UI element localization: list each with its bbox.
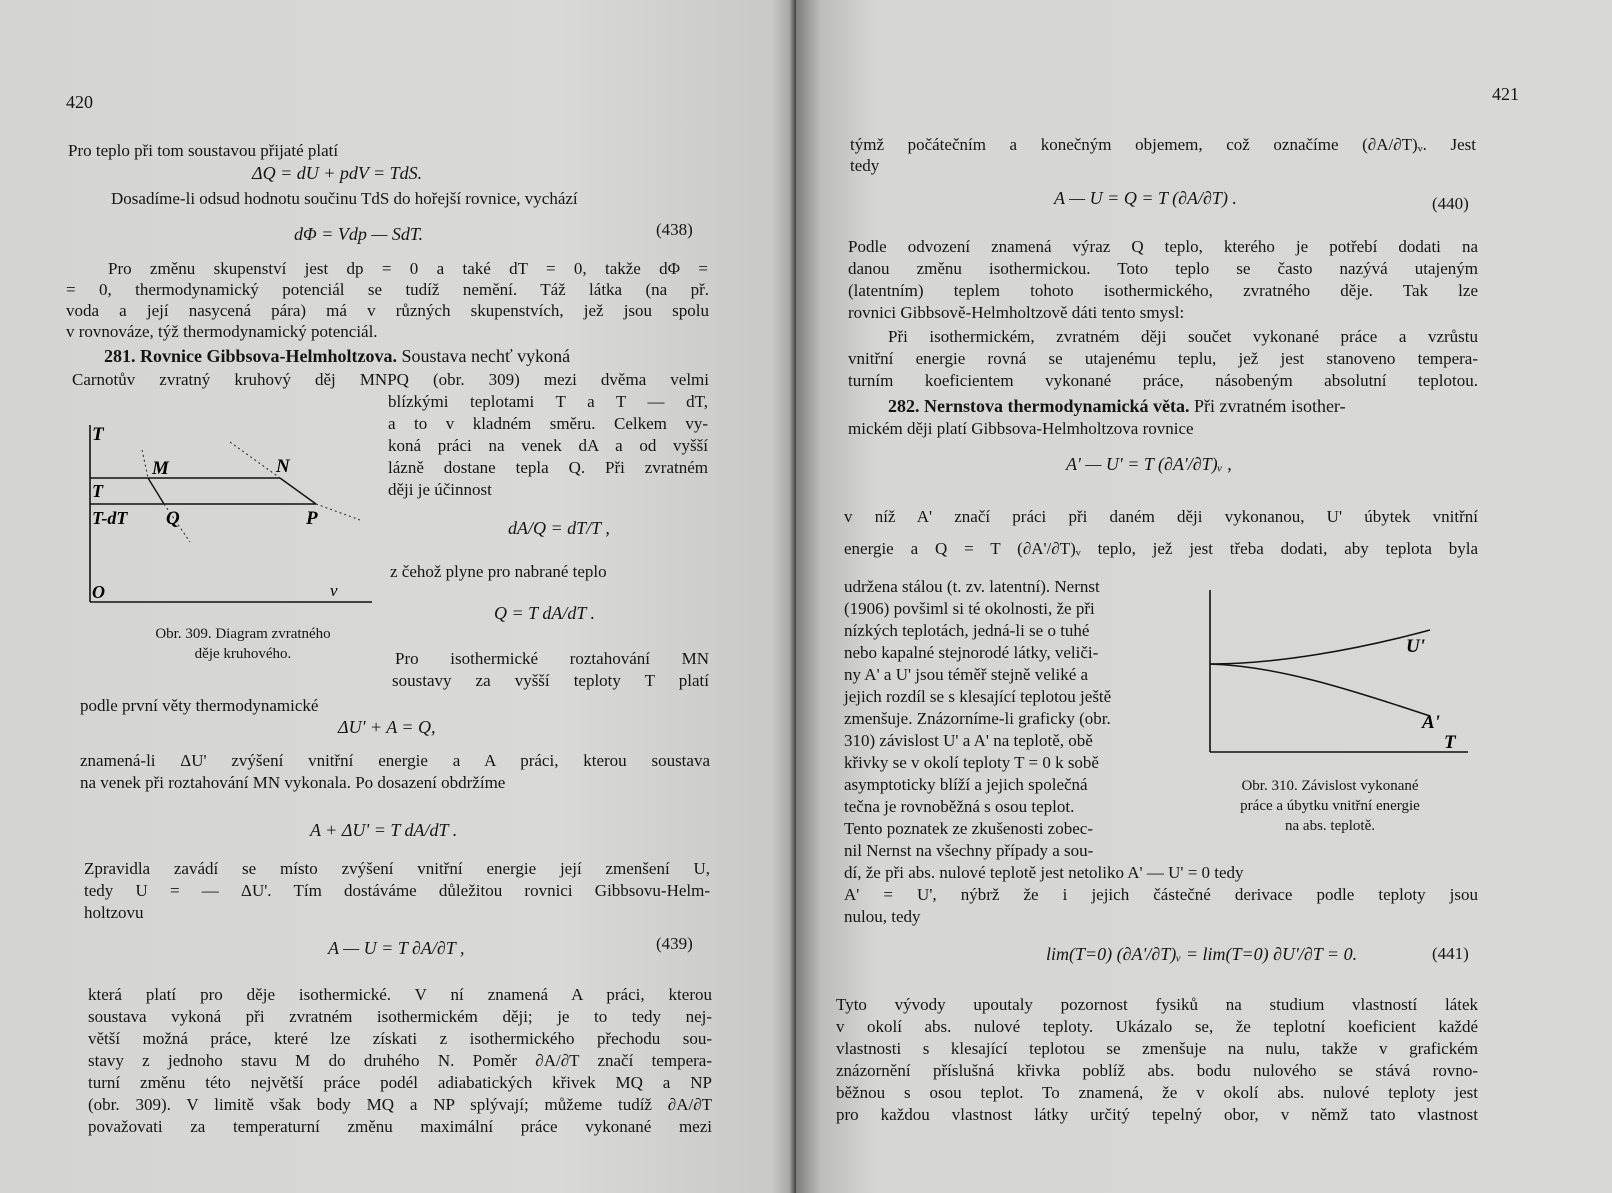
section-title: 281. Rovnice Gibbsova-Helmholtzova. xyxy=(104,346,397,366)
text-line: týmž počátečním a konečným objemem, což označíme (∂A/∂T)ᵥ. Jest xyxy=(850,135,1476,154)
text-line: stavy z jednoho stavu M do druhého N. Poměr ∂A/∂T značí tempera- xyxy=(88,1051,712,1070)
text-line: (latentním) teplem tohoto isothermického, zvratného děje. Tak lze xyxy=(848,281,1478,300)
text-line: Zpravidla zavádí se místo zvýšení vnitřní energie její zmenšení U, xyxy=(84,859,710,878)
figure-310-caption xyxy=(1192,776,1468,836)
page-number-left: 420 xyxy=(66,92,93,112)
figure-label: T-dT xyxy=(92,508,128,528)
text-line: znamená-li ΔU' zvýšení vnitřní energie a A práci, kterou soustava xyxy=(80,751,710,770)
text-line: na venek při roztahování MN vykonala. Po dosazení obdržíme xyxy=(80,773,506,792)
figure-label: T xyxy=(92,424,104,445)
section-heading-282 xyxy=(888,396,1346,417)
text-line: voda a její nasycená pára) má v různých skupenstvích, jež jsou spolu xyxy=(66,301,709,320)
text-line: nil Nernst na všechny případy a sou- xyxy=(844,841,1094,860)
equation: A — U = T ∂A/∂T , xyxy=(328,938,465,958)
text-line: (obr. 309). V limitě však body MQ a NP splývají; můžeme tudíž ∂A/∂T xyxy=(88,1095,712,1114)
figure-label: O xyxy=(92,582,105,602)
equation: A' — U' = T (∂A'/∂T)ᵥ , xyxy=(1066,454,1232,474)
text-line: tedy xyxy=(850,156,880,175)
right-page xyxy=(796,0,1612,1193)
text-line: z čehož plyne pro nabrané teplo xyxy=(390,562,607,581)
equation: Q = T dA/dT . xyxy=(494,603,596,623)
caption-line: na abs. teplotě. xyxy=(1285,818,1375,834)
equation-number: (440) xyxy=(1432,194,1469,213)
text-line: zmenšuje. Znázorníme-li graficky (obr. xyxy=(844,709,1111,728)
text-line: jejich rozdíl se s klesající teplotou ještě xyxy=(844,687,1112,706)
text-line: soustavy za vyšší teploty T platí xyxy=(392,671,709,690)
figure-label: P xyxy=(306,508,318,529)
caption-line: děje kruhového. xyxy=(194,646,292,662)
text-line: pro každou vlastnost látky určitý tepelný obor, v němž tato vlastnost xyxy=(836,1105,1478,1124)
text-line: mickém ději platí Gibbsova-Helmholtzova rovnice xyxy=(848,419,1194,438)
text-line: lázně dostane tepla Q. Při zvratném xyxy=(388,458,708,477)
section-title: 282. Nernstova thermodynamická věta. xyxy=(888,396,1190,416)
figure-label: U' xyxy=(1406,636,1425,657)
text-line: nebo kapalné stejnorodé látky, veliči- xyxy=(844,643,1099,662)
text-span: Při zvratném isother- xyxy=(1189,396,1346,416)
figure-label: Q xyxy=(166,508,180,529)
text-line: a to v kladném směru. Celkem vy- xyxy=(388,414,708,433)
text-line: dí, že při abs. nulové teplotě jest netoliko A' — U' = 0 tedy xyxy=(844,863,1244,882)
equation: A + ΔU' = T dA/dT . xyxy=(310,820,458,840)
text-line: tedy U = — ΔU'. Tím dostáváme důležitou rovnici Gibbsovu-Helm- xyxy=(84,881,710,900)
text-line: v rovnováze, týž thermodynamický potenciál. xyxy=(66,322,378,341)
text-line: udržena stálou (t. zv. latentní). Nernst xyxy=(844,577,1100,596)
text-line: Pro změnu skupenství jest dp = 0 a také dT = 0, takže dΦ = xyxy=(108,259,708,278)
text-line: A' = U', nýbrž že i jejich částečné derivace podle teploty jsou xyxy=(844,885,1478,904)
figure-label: v xyxy=(330,581,338,600)
caption-line: práce a úbytku vnitřní energie xyxy=(1240,798,1420,814)
caption-line: Obr. 309. Diagram zvratného xyxy=(155,626,331,642)
text-line: (1906) povšiml si té okolnosti, že při xyxy=(844,599,1095,618)
equation-number: (438) xyxy=(656,220,693,239)
text-line: nulou, tedy xyxy=(844,907,921,926)
figure-309-diagram xyxy=(80,420,380,610)
text-line: považovati za temperaturní změnu maximální práce vykonané mezi xyxy=(88,1117,712,1136)
text-line: v níž A' značí práci při daném ději vykonanou, U' úbytek vnitřní xyxy=(844,507,1478,526)
figure-label: A' xyxy=(1422,712,1440,733)
text-line: která platí pro děje isothermické. V ní znamená A práci, kterou xyxy=(88,985,712,1004)
text-line: Tyto vývody upoutaly pozornost fysiků na studium vlastností látek xyxy=(836,995,1478,1014)
text-line: koná práci na venek dA a od vyšší xyxy=(388,436,708,455)
caption-line: Obr. 310. Závislost vykonané xyxy=(1241,778,1419,794)
text-line: asymptoticky blíží a jejich společná xyxy=(844,775,1088,794)
text-line: podle první věty thermodynamické xyxy=(80,696,319,715)
left-page xyxy=(0,0,796,1193)
text-line: danou změnu isothermickou. Toto teplo se často nazývá utajeným xyxy=(848,259,1478,278)
equation: ΔQ = dU + pdV = TdS. xyxy=(252,163,423,183)
figure-label: T xyxy=(92,481,103,501)
text-line: Dosadíme-li odsud hodnotu součinu TdS do hořejší rovnice, vychází xyxy=(111,189,578,208)
equation: dA/Q = dT/T , xyxy=(508,518,610,538)
figure-label: T xyxy=(1444,732,1456,753)
figure-label: M xyxy=(152,458,169,479)
text-span: Soustava nechť vykoná xyxy=(397,346,571,366)
text-line: = 0, thermodynamický potenciál se tudíž nemění. Táž látka (na př. xyxy=(66,280,709,299)
text-line: křivky se v okolí teploty T = 0 k sobě xyxy=(844,753,1099,772)
text-line: Podle odvození znamená výraz Q teplo, kterého je potřebí dodati na xyxy=(848,237,1478,256)
text-line: Při isothermickém, zvratném ději součet vykonané práce a vzrůstu xyxy=(888,327,1478,346)
text-line: blízkými teplotami T a T — dT, xyxy=(388,392,708,411)
text-line: rovnici Gibbsově-Helmholtzově dáti tento smysl: xyxy=(848,303,1185,322)
figure-310-graph xyxy=(1206,588,1478,768)
equation-number: (439) xyxy=(656,934,693,953)
text-line: znázornění příslušná křivka poblíž abs. bodu nulového se stává rovno- xyxy=(836,1061,1478,1080)
text-line: energie a Q = T (∂A'/∂T)ᵥ teplo, jež jest třeba dodati, aby teplota byla xyxy=(844,539,1478,558)
text-line: turní změnu této největší práce podél adiabatických křivek MQ a NP xyxy=(88,1073,712,1092)
figure-309-caption xyxy=(108,624,378,664)
text-line: ny A' a U' jsou téměř stejně veliké a xyxy=(844,665,1089,684)
equation: ΔU' + A = Q, xyxy=(338,717,436,737)
text-line: vnitřní energie rovná se utajenému teplu, jež jest stanoveno tempera- xyxy=(848,349,1478,368)
text-line: holtzovu xyxy=(84,903,144,922)
section-heading-281 xyxy=(104,346,570,367)
figure-label: N xyxy=(276,456,290,477)
text-line: v okolí abs. nulové teploty. Ukázalo se, že teplotní koeficient každé xyxy=(836,1017,1478,1036)
page-number-right: 421 xyxy=(1492,84,1519,104)
text-line: tečna je rovnoběžná s osou teplot. xyxy=(844,797,1075,816)
text-line: ději je účinnost xyxy=(388,480,492,499)
text-line: Carnotův zvratný kruhový děj MNPQ (obr. 309) mezi dvěma velmi xyxy=(72,370,709,389)
text-line: soustava vykoná při zvratném isothermickém ději; je to tedy nej- xyxy=(88,1007,712,1026)
text-line: vlastnosti s klesající teplotou se zmenšuje na nulu, takže v grafickém xyxy=(836,1039,1478,1058)
equation: A — U = Q = T (∂A/∂T) . xyxy=(1054,188,1237,208)
text-line: Pro teplo při tom soustavou přijaté platí xyxy=(68,141,339,160)
text-line: větší možná práce, které lze získati z isothermického přechodu sou- xyxy=(88,1029,712,1048)
text-line: 310) závislost U' a A' na teplotě, obě xyxy=(844,731,1093,750)
equation-number: (441) xyxy=(1432,944,1469,963)
text-line: běžnou s osou teplot. To znamená, že v okolí abs. nulové teploty jest xyxy=(836,1083,1478,1102)
equation: dΦ = Vdp — SdT. xyxy=(294,224,424,244)
text-line: Pro isothermické roztahování MN xyxy=(395,649,709,668)
text-line: nízkých teplotách, jedná-li se o tuhé xyxy=(844,621,1090,640)
equation: lim(T=0) (∂A'/∂T)ᵥ = lim(T=0) ∂U'/∂T = 0. xyxy=(1046,944,1358,964)
text-line: Tento poznatek ze zkušenosti zobec- xyxy=(844,819,1093,838)
text-line: turním koeficientem vykonané práce, násobeným absolutní teplotou. xyxy=(848,371,1478,390)
